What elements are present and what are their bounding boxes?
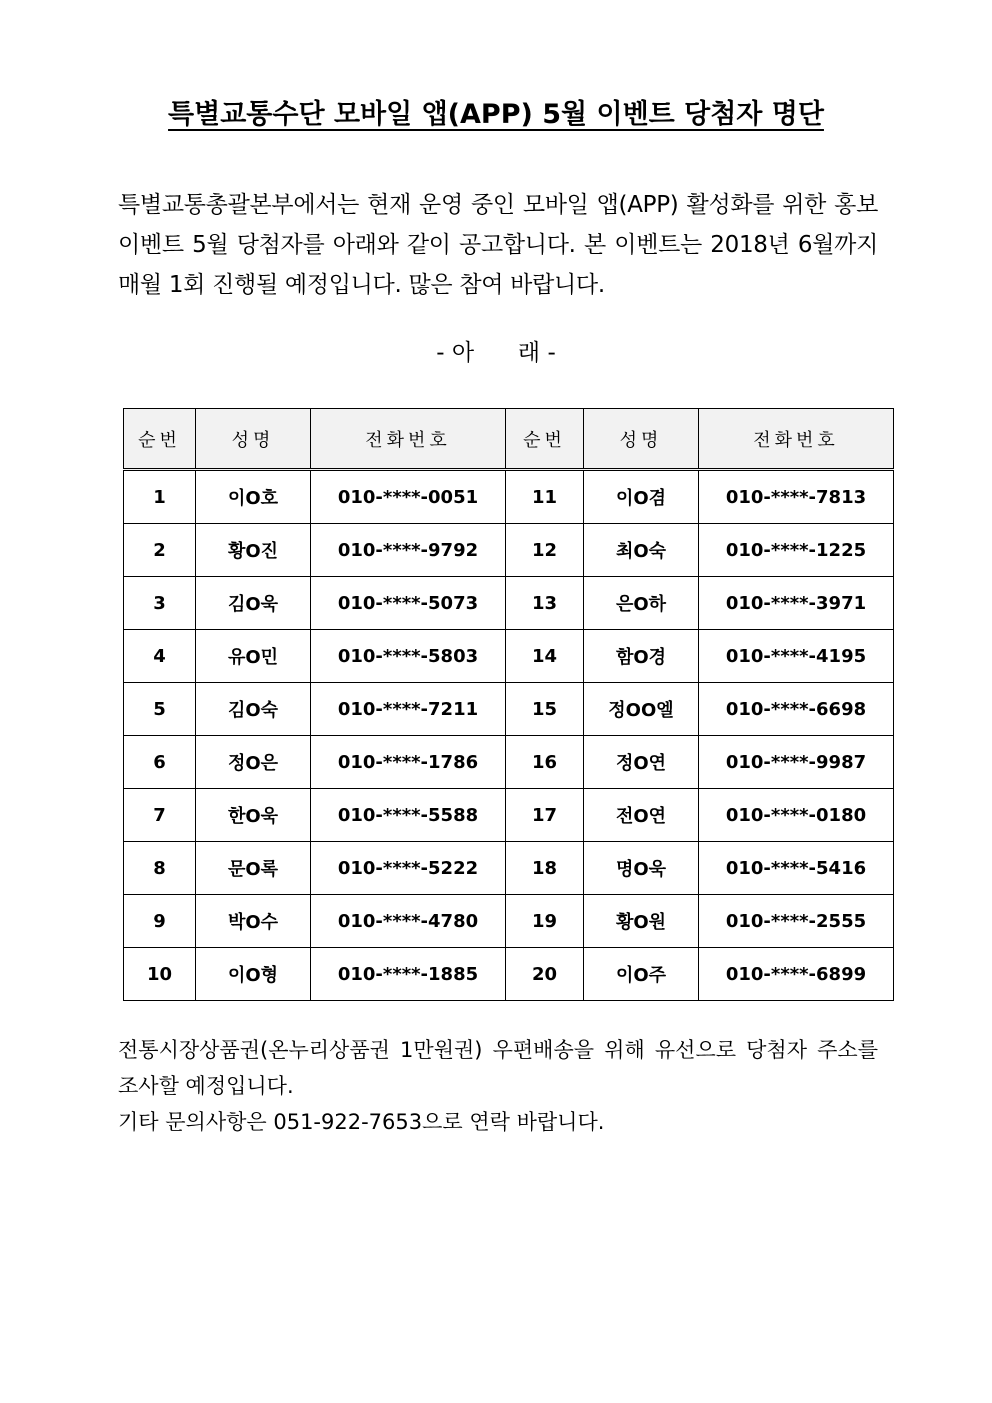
header-name-2: 성명 [584,409,699,470]
table-row [124,524,894,577]
row-phone-cell: 010-****-5803 [311,630,506,683]
row-phone-cell: 010-****-5073 [311,577,506,630]
row-phone-cell: 010-****-0051 [311,470,506,524]
row-no-cell: 1 [124,470,196,524]
header-no-2: 순번 [506,409,584,470]
row-name-cell: 명O욱 [584,842,699,895]
row-name-cell: 전O연 [584,789,699,842]
row-no-cell: 8 [124,842,196,895]
row-no-cell: 16 [506,736,584,789]
table-row [124,736,894,789]
row-no-cell: 14 [506,630,584,683]
below-heading: - 아 래 - [436,340,556,366]
row-name-cell: 최O숙 [584,524,699,577]
row-name-cell: 이O주 [584,948,699,1001]
row-name-cell: 이O호 [196,470,311,524]
footer-note-delivery: 전통시장상품권(온누리상품권 1만원권) 우편배송을 위해 유선으로 당첨자 주소를 조사할 예정입니다. [118,1038,878,1098]
row-no-cell: 3 [124,577,196,630]
table-row [124,842,894,895]
row-name-cell: 김O욱 [196,577,311,630]
row-no-cell: 18 [506,842,584,895]
row-phone-cell: 010-****-0180 [699,789,894,842]
row-phone-cell: 010-****-9792 [311,524,506,577]
page-title [0,95,992,135]
header-phone-1: 전화번호 [311,409,506,470]
row-name-cell: 함O경 [584,630,699,683]
row-name-cell: 정O연 [584,736,699,789]
row-name-cell: 정O은 [196,736,311,789]
footer-notes [118,1032,878,1140]
table-row [124,789,894,842]
row-no-cell: 15 [506,683,584,736]
row-no-cell: 6 [124,736,196,789]
row-no-cell: 19 [506,895,584,948]
row-name-cell: 황O원 [584,895,699,948]
row-name-cell: 김O숙 [196,683,311,736]
row-no-cell: 20 [506,948,584,1001]
row-no-cell: 7 [124,789,196,842]
row-name-cell: 박O수 [196,895,311,948]
row-name-cell: 이O겸 [584,470,699,524]
row-no-cell: 11 [506,470,584,524]
table-row [124,683,894,736]
row-phone-cell: 010-****-2555 [699,895,894,948]
row-phone-cell: 010-****-5222 [311,842,506,895]
intro-paragraph: 특별교통총괄본부에서는 현재 운영 중인 모바일 앱(APP) 활성화를 위한 홍보 이벤트 5월 당첨자를 아래와 같이 공고합니다. 본 이벤트는 2018년 6월까지 매월 1회 진행될 예정입니다. 많은 참여 바랍니다. [118,192,878,298]
header-name-1: 성명 [196,409,311,470]
row-phone-cell: 010-****-7211 [311,683,506,736]
row-no-cell: 5 [124,683,196,736]
row-no-cell: 10 [124,948,196,1001]
row-no-cell: 13 [506,577,584,630]
row-phone-cell: 010-****-4780 [311,895,506,948]
row-phone-cell: 010-****-6698 [699,683,894,736]
row-phone-cell: 010-****-5588 [311,789,506,842]
table-row [124,895,894,948]
row-phone-cell: 010-****-1225 [699,524,894,577]
row-no-cell: 2 [124,524,196,577]
row-no-cell: 12 [506,524,584,577]
row-phone-cell: 010-****-3971 [699,577,894,630]
row-name-cell: 유O민 [196,630,311,683]
row-phone-cell: 010-****-1885 [311,948,506,1001]
row-no-cell: 9 [124,895,196,948]
row-name-cell: 한O욱 [196,789,311,842]
row-name-cell: 정OO엘 [584,683,699,736]
page-title-text: 특별교통수단 모바일 앱(APP) 5월 이벤트 당첨자 명단 [168,99,824,130]
row-name-cell: 황O진 [196,524,311,577]
header-no-1: 순번 [124,409,196,470]
row-phone-cell: 010-****-1786 [311,736,506,789]
table-header-row [124,409,894,470]
winners-table-body [124,470,894,1001]
table-row [124,470,894,524]
header-phone-2: 전화번호 [699,409,894,470]
row-name-cell: 은O하 [584,577,699,630]
row-phone-cell: 010-****-5416 [699,842,894,895]
table-row [124,630,894,683]
row-no-cell: 17 [506,789,584,842]
row-phone-cell: 010-****-9987 [699,736,894,789]
table-row [124,948,894,1001]
row-phone-cell: 010-****-6899 [699,948,894,1001]
row-no-cell: 4 [124,630,196,683]
row-name-cell: 문O록 [196,842,311,895]
table-row [124,577,894,630]
winners-table [123,408,894,1001]
row-name-cell: 이O형 [196,948,311,1001]
row-phone-cell: 010-****-4195 [699,630,894,683]
footer-note-contact: 기타 문의사항은 051-922-7653으로 연락 바랍니다. [118,1110,605,1134]
row-phone-cell: 010-****-7813 [699,470,894,524]
